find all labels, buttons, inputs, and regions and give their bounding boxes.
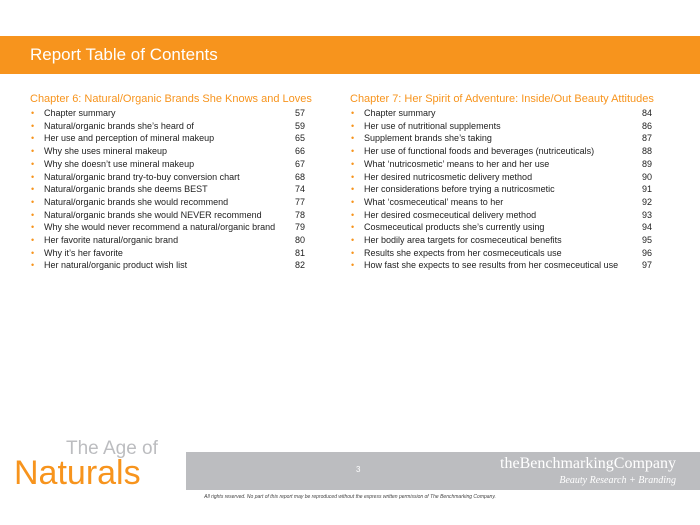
toc-item-page: 82 [294, 260, 305, 271]
toc-item-label: Her considerations before trying a nutricosmetic [364, 184, 555, 195]
toc-item-label: Natural/organic brand try-to-buy conversion chart [44, 171, 240, 182]
bullet-icon: • [351, 247, 355, 258]
toc-item-label: Why it’s her favorite [44, 247, 123, 258]
toc-item[interactable] [30, 107, 305, 120]
toc-item-page: 81 [294, 247, 305, 258]
bullet-icon: • [351, 146, 355, 157]
bullet-icon: • [31, 120, 35, 131]
toc-item-page: 95 [641, 235, 652, 246]
bullet-icon: • [351, 235, 355, 246]
copyright-notice: All rights reserved. No part of this report may be reproduced without the express written permission of The Benchmarking Company. [204, 494, 496, 500]
toc-item-page: 90 [641, 171, 652, 182]
toc-item-page: 57 [294, 108, 305, 118]
toc-item[interactable] [350, 234, 652, 247]
company-name: theBenchmarkingCompany [500, 455, 676, 472]
toc-item[interactable] [30, 259, 305, 272]
toc-item[interactable] [30, 120, 305, 133]
toc-item-page: 66 [294, 146, 305, 157]
toc-item-page: 86 [641, 120, 652, 131]
toc-item[interactable] [350, 171, 652, 184]
toc-item-page: 68 [294, 171, 305, 182]
toc-item-page: 97 [641, 260, 652, 271]
bullet-icon: • [31, 235, 35, 246]
toc-item-label: Her bodily area targets for cosmeceutical benefits [364, 235, 562, 246]
toc-item-page: 96 [641, 247, 652, 258]
toc-item[interactable] [350, 120, 652, 133]
toc-item[interactable] [350, 132, 652, 145]
toc-item-label: Her use of functional foods and beverages (nutriceuticals) [364, 146, 595, 157]
toc-item-page: 89 [641, 158, 652, 169]
toc-item-page: 93 [641, 209, 652, 220]
bullet-icon: • [351, 158, 355, 169]
toc-item-page: 91 [641, 184, 652, 195]
toc-item-page: 59 [294, 120, 305, 131]
bullet-icon: • [351, 120, 355, 131]
toc-item[interactable] [30, 171, 305, 184]
bullet-icon: • [31, 171, 35, 182]
chapter-6-title: Chapter 6: Natural/Organic Brands She Knows and Loves [30, 93, 312, 105]
toc-item-page: 88 [641, 146, 652, 157]
bullet-icon: • [31, 260, 35, 271]
chapter-7-section [350, 93, 652, 272]
bullet-icon: • [31, 196, 35, 207]
toc-item[interactable] [350, 209, 652, 222]
toc-item[interactable] [30, 209, 305, 222]
toc-item[interactable] [350, 107, 652, 120]
bullet-icon: • [351, 260, 355, 271]
bullet-icon: • [351, 133, 355, 144]
bullet-icon: • [31, 158, 35, 169]
toc-item-label: Supplement brands she’s taking [364, 133, 492, 144]
toc-item[interactable] [30, 132, 305, 145]
toc-item[interactable] [30, 145, 305, 158]
toc-item-label: Her use of nutritional supplements [364, 120, 501, 131]
toc-item-page: 94 [641, 222, 652, 233]
bullet-icon: • [351, 222, 355, 233]
toc-item-page: 79 [294, 222, 305, 233]
toc-item-label: Natural/organic brands she would NEVER recommend [44, 209, 262, 220]
bullet-icon: • [31, 146, 35, 157]
bullet-icon: • [31, 108, 35, 118]
bullet-icon: • [351, 171, 355, 182]
header-banner [0, 36, 700, 74]
bullet-icon: • [31, 247, 35, 258]
toc-item-page: 80 [294, 235, 305, 246]
toc-item-page: 67 [294, 158, 305, 169]
chapter-6-section [30, 93, 312, 272]
toc-item-label: Cosmeceutical products she’s currently using [364, 222, 545, 233]
chapter-6-list [30, 107, 305, 272]
toc-item[interactable] [350, 183, 652, 196]
company-tagline: Beauty Research + Branding [559, 475, 676, 486]
toc-item[interactable] [350, 247, 652, 260]
toc-item[interactable] [30, 234, 305, 247]
toc-item[interactable] [350, 221, 652, 234]
toc-item-label: Her desired cosmeceutical delivery method [364, 209, 537, 220]
toc-item-page: 65 [294, 133, 305, 144]
toc-item-label: How fast she expects to see results from her cosmeceutical use [364, 260, 619, 271]
toc-item[interactable] [30, 158, 305, 171]
toc-item-label: Why she doesn’t use mineral makeup [44, 158, 195, 169]
toc-item[interactable] [30, 196, 305, 209]
bullet-icon: • [31, 222, 35, 233]
logo-tagline: The Age of [66, 438, 158, 459]
toc-item-label: Her use and perception of mineral makeup [44, 133, 215, 144]
bullet-icon: • [351, 196, 355, 207]
bullet-icon: • [31, 184, 35, 195]
toc-item-page: 84 [641, 108, 652, 118]
toc-item-label: Natural/organic brands she would recommend [44, 196, 229, 207]
bullet-icon: • [351, 184, 355, 195]
toc-item-label: Natural/organic brands she deems BEST [44, 184, 208, 195]
page-title: Report Table of Contents [30, 45, 218, 64]
toc-item[interactable] [30, 183, 305, 196]
toc-item[interactable] [350, 145, 652, 158]
toc-item-label: What ‘nutricosmetic’ means to her and her use [364, 158, 550, 169]
toc-item[interactable] [350, 196, 652, 209]
toc-item[interactable] [30, 247, 305, 260]
bullet-icon: • [351, 209, 355, 220]
toc-item-label: Why she would never recommend a natural/organic brand [44, 222, 276, 233]
bullet-icon: • [351, 108, 355, 118]
toc-item-label: Chapter summary [364, 108, 436, 118]
toc-item[interactable] [350, 158, 652, 171]
bullet-icon: • [31, 209, 35, 220]
chapter-7-list [350, 107, 652, 272]
chapter-7-title: Chapter 7: Her Spirit of Adventure: Inside/Out Beauty Attitudes [350, 93, 654, 105]
toc-item-label: Results she expects from her cosmeceuticals use [364, 247, 562, 258]
toc-item[interactable] [350, 259, 652, 272]
toc-item-label: Her natural/organic product wish list [44, 260, 188, 271]
toc-item[interactable] [30, 221, 305, 234]
toc-item-label: Natural/organic brands she’s heard of [44, 120, 194, 131]
toc-item-page: 92 [641, 196, 652, 207]
toc-item-label: Why she uses mineral makeup [44, 146, 168, 157]
toc-item-page: 78 [294, 209, 305, 220]
toc-item-label: What ‘cosmeceutical’ means to her [364, 196, 504, 207]
toc-item-page: 87 [641, 133, 652, 144]
toc-item-label: Chapter summary [44, 108, 116, 118]
page-number: 3 [356, 465, 361, 474]
logo-wordmark: Naturals [14, 454, 141, 492]
toc-item-page: 77 [294, 196, 305, 207]
toc-item-label: Her favorite natural/organic brand [44, 235, 179, 246]
toc-item-label: Her desired nutricosmetic delivery method [364, 171, 533, 182]
toc-item-page: 74 [294, 184, 305, 195]
bullet-icon: • [31, 133, 35, 144]
footer-bar [186, 452, 700, 490]
